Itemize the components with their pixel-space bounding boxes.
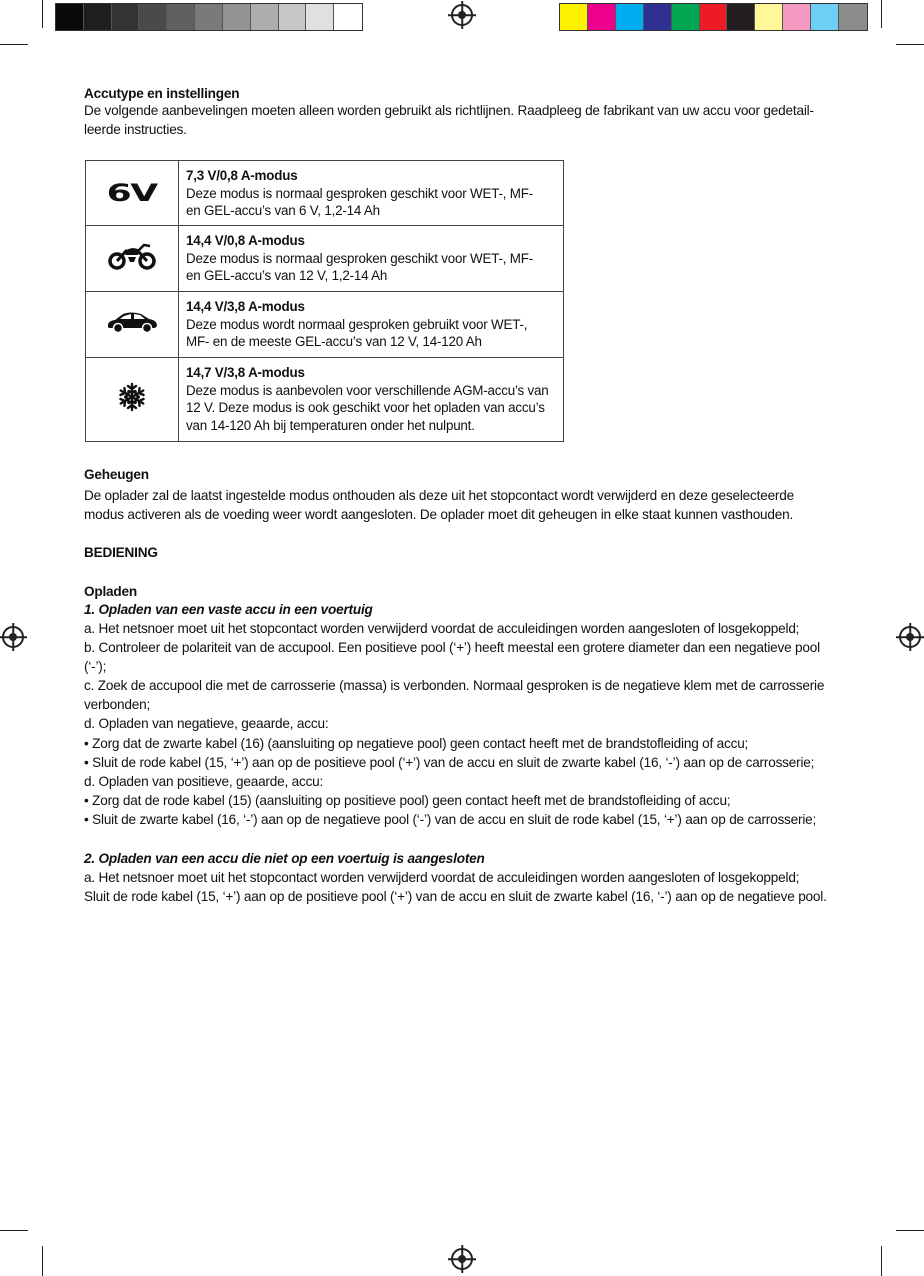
color-swatch — [672, 4, 700, 30]
instruction-line: a. Het netsnoer moet uit het stopcontact worden verwijderd voordat de acculeidingen worden aangesloten of losgekoppeld; — [84, 870, 800, 885]
mode-description: en GEL-accu’s van 6 V, 1,2-14 Ah — [186, 203, 380, 219]
subsection-heading: 1. Opladen van een vaste accu in een voertuig — [84, 602, 373, 617]
mode-title: 14,4 V/0,8 A-modus — [186, 233, 305, 248]
crop-mark — [881, 1246, 882, 1276]
color-swatch — [195, 4, 223, 30]
color-swatch — [223, 4, 251, 30]
instruction-line: (‘-’); — [84, 659, 107, 674]
mode-icon-cell — [86, 226, 179, 292]
color-swatch — [783, 4, 811, 30]
registration-mark-icon — [451, 1248, 473, 1270]
crop-mark — [896, 44, 924, 45]
instruction-line: verbonden; — [84, 697, 151, 712]
crop-mark — [881, 0, 882, 28]
color-swatch — [700, 4, 728, 30]
color-swatch — [644, 4, 672, 30]
mode-description: en GEL-accu’s van 12 V, 1,2-14 Ah — [186, 268, 388, 284]
mode-description: Deze modus is normaal gesproken geschikt voor WET-, MF- — [186, 185, 533, 201]
color-swatch — [139, 4, 167, 30]
color-swatch — [56, 4, 84, 30]
paragraph-line: modus activeren als de voeding weer wordt aangesloten. De oplader moet dit geheugen in elke staat kunnen vasthouden. — [84, 507, 794, 522]
color-bar-process — [559, 3, 868, 31]
crop-mark — [0, 1230, 28, 1231]
registration-mark-icon — [451, 4, 473, 26]
car-icon — [105, 310, 159, 334]
instruction-line: • Zorg dat de zwarte kabel (16) (aansluiting op negatieve pool) geen contact heeft met de brandstofleiding of accu; — [84, 736, 749, 751]
color-bar-grayscale — [55, 3, 363, 31]
mode-table — [85, 160, 564, 442]
instruction-line: b. Controleer de polariteit van de accupool. Een positieve pool (‘+’) heeft meestal een grotere diameter dan een negatieve pool — [84, 640, 820, 655]
mode-description: van 14-120 Ah bij temperaturen onder het nulpunt. — [186, 417, 475, 433]
color-swatch — [306, 4, 334, 30]
paragraph-line: leerde instructies. — [84, 122, 187, 137]
color-swatch — [727, 4, 755, 30]
crop-mark — [896, 1230, 924, 1231]
mode-icon-cell — [86, 292, 179, 358]
instruction-line: Sluit de rode kabel (15, ‘+’) aan op de positieve pool (‘+’) van de accu en sluit de zwarte kabel (16, ‘-’) aan op de negatieve pool. — [84, 889, 827, 904]
mode-description: MF- en de meeste GEL-accu’s van 12 V, 14-120 Ah — [186, 334, 482, 350]
section-heading-bediening: BEDIENING — [84, 545, 158, 560]
mode-description: Deze modus wordt normaal gesproken gebruikt voor WET-, — [186, 316, 528, 332]
instruction-line: d. Opladen van positieve, geaarde, accu: — [84, 774, 324, 789]
mode-description: Deze modus is aanbevolen voor verschillende AGM-accu’s van — [186, 382, 549, 398]
color-swatch — [755, 4, 783, 30]
color-swatch — [560, 4, 588, 30]
section-heading-geheugen: Geheugen — [84, 467, 149, 482]
color-swatch — [279, 4, 307, 30]
color-swatch — [84, 4, 112, 30]
section-heading-accutype: Accutype en instellingen — [84, 86, 240, 101]
section-heading-opladen: Opladen — [84, 584, 137, 599]
instruction-line: d. Opladen van negatieve, geaarde, accu: — [84, 716, 329, 731]
mode-row — [86, 358, 564, 442]
mode-title: 14,7 V/3,8 A-modus — [186, 365, 305, 380]
color-swatch — [811, 4, 839, 30]
crop-mark — [42, 1246, 43, 1276]
paragraph-line: De oplader zal de laatst ingestelde modus onthouden als deze uit het stopcontact wordt verwijderd en deze geselecteerde — [84, 488, 794, 503]
snowflake-icon — [117, 382, 147, 412]
color-swatch — [251, 4, 279, 30]
mode-description: Deze modus is normaal gesproken geschikt voor WET-, MF- — [186, 250, 533, 266]
mode-title: 7,3 V/0,8 A-modus — [186, 168, 298, 183]
instruction-line: • Sluit de rode kabel (15, ‘+’) aan op de positieve pool (‘+’) van de accu en sluit de zwarte kabel (16, ‘-’) aan op de carrosserie; — [84, 755, 815, 770]
mode-icon-cell — [86, 358, 179, 442]
color-swatch — [167, 4, 195, 30]
subsection-heading: 2. Opladen van een accu die niet op een voertuig is aangesloten — [84, 851, 485, 866]
color-swatch — [588, 4, 616, 30]
instruction-line: c. Zoek de accupool die met de carrosserie (massa) is verbonden. Normaal gesproken is de negatieve klem met de carrosserie — [84, 678, 825, 693]
color-swatch — [334, 4, 362, 30]
mode-description: 12 V. Deze modus is ook geschikt voor het opladen van accu’s — [186, 400, 545, 416]
paragraph-line: De volgende aanbevelingen moeten alleen worden gebruikt als richtlijnen. Raadpleeg de fabrikant van uw accu voor gedetail- — [84, 103, 814, 118]
mode-row — [86, 161, 564, 226]
mode-row — [86, 292, 564, 358]
motorcycle-icon — [108, 241, 156, 271]
instruction-line: • Sluit de zwarte kabel (16, ‘-’) aan op de negatieve pool (‘-’) van de accu en sluit de rode kabel (15, ‘+’) aan op de carrosserie; — [84, 812, 817, 827]
registration-mark-icon — [899, 626, 921, 648]
mode-icon-cell — [86, 161, 179, 226]
instruction-line: a. Het netsnoer moet uit het stopcontact worden verwijderd voordat de acculeidingen worden aangesloten of losgekoppeld; — [84, 621, 800, 636]
6v-icon: 6V — [107, 179, 157, 207]
instruction-line: • Zorg dat de rode kabel (15) (aansluiting op positieve pool) geen contact heeft met de brandstofleiding of accu; — [84, 793, 731, 808]
crop-mark — [42, 0, 43, 28]
color-swatch — [839, 4, 867, 30]
color-swatch — [616, 4, 644, 30]
crop-mark — [0, 44, 28, 45]
mode-row — [86, 226, 564, 292]
registration-mark-icon — [2, 626, 24, 648]
color-swatch — [112, 4, 140, 30]
mode-title: 14,4 V/3,8 A-modus — [186, 299, 305, 314]
